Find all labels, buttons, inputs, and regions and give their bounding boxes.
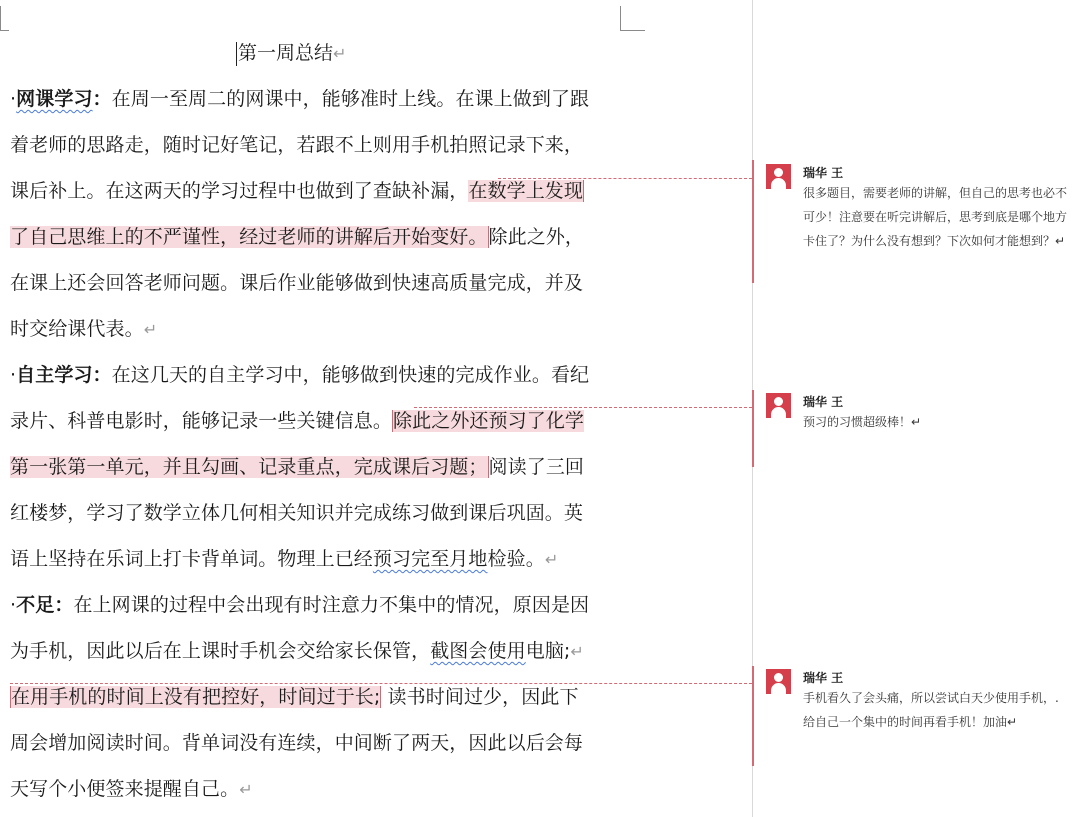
user-avatar-icon: [766, 669, 791, 694]
text-run: 着老师的思路走，随时记好笔记，若跟不上则用手机拍照记录下来，: [10, 134, 584, 156]
commented-text-highlight[interactable]: 在数学上发现: [468, 180, 584, 202]
margin-corner-mark: [0, 6, 9, 31]
comment-text-line: 卡住了？为什么没有想到？下次如何才能想到？↵: [803, 234, 1066, 248]
text-run: 在上网课的过程中会出现有时注意力不集中的情况，原因是因: [73, 594, 590, 616]
spellcheck-underlined-text: 截图会使用: [430, 640, 526, 662]
paragraph-mark: ↵: [239, 780, 253, 799]
text-run: 电脑;: [525, 640, 571, 662]
text-run: 阅读了三回: [488, 456, 585, 478]
text-run: ·: [10, 88, 17, 110]
text-cursor: [236, 42, 237, 66]
comment-text[interactable]: [803, 181, 1067, 253]
document-line[interactable]: [10, 774, 253, 804]
comment-text-line: 预习的习惯超级棒！↵: [803, 415, 922, 429]
spellcheck-underlined-text: 预习完至月地: [372, 548, 488, 570]
comment-indicator-bar: [752, 160, 754, 283]
text-run: 不足：: [16, 594, 74, 616]
document-line[interactable]: [10, 728, 583, 758]
document-line[interactable]: [10, 176, 584, 206]
comment-text-line: 给自己一个集中的时间再看手机！加油↵: [803, 715, 1018, 729]
text-run: 在课上还会回答老师问题。课后作业能够做到快速高质量完成，并及: [10, 272, 584, 294]
paragraph-mark: ↵: [570, 642, 584, 661]
text-run: 天写个小便签来提醒自己。: [10, 778, 240, 800]
document-line[interactable]: [10, 84, 589, 114]
user-avatar-icon: [766, 164, 791, 189]
document-line[interactable]: [10, 268, 583, 298]
comment-leader-line: [10, 683, 752, 684]
document-line[interactable]: [10, 498, 583, 528]
comment-card[interactable]: [766, 164, 1088, 260]
commented-text-highlight[interactable]: 在用手机的时间上没有把控好，时间过于长;: [11, 686, 381, 708]
document-line[interactable]: [10, 360, 589, 390]
text-run: 在这几天的自主学习中，能够做到快速的完成作业。看纪: [111, 364, 590, 386]
comment-text[interactable]: [803, 410, 921, 434]
text-run: 录片、科普电影时，能够记录一些关键信息。: [10, 410, 393, 432]
document-line[interactable]: [10, 222, 584, 252]
document-title[interactable]: 第一周总结↵: [238, 42, 347, 64]
paragraph-mark: ↵: [143, 320, 158, 339]
document-line[interactable]: [10, 544, 558, 574]
document-line[interactable]: [10, 636, 584, 666]
text-run: 课后补上。在这两天的学习过程中也做到了查缺补漏，: [10, 180, 469, 202]
comment-indicator-bar: [752, 390, 754, 467]
comment-text-line: 很多题目，需要老师的讲解，但自己的思考也必不: [803, 186, 1068, 200]
user-avatar-icon: [766, 393, 791, 418]
commented-text-highlight[interactable]: 了自己思维上的不严谨性，经过老师的讲解后开始变好。: [10, 226, 488, 248]
avatar-head-shape: [774, 168, 783, 177]
document-line[interactable]: [10, 590, 589, 620]
commented-text-highlight[interactable]: 第一张第一单元，并且勾画、记录重点，完成课后习题；: [10, 456, 488, 478]
text-run: 除此之外，: [488, 226, 585, 248]
comment-text-line: 可少！注意要在听完讲解后，思考到底是哪个地方: [803, 210, 1068, 224]
text-run: 读书时间过少，因此下: [381, 686, 579, 708]
avatar-shoulders-shape: [771, 683, 786, 694]
text-run: 语上坚持在乐词上打卡背单词。物理上已经: [10, 548, 373, 570]
comment-author: 瑞华 王: [803, 166, 844, 180]
avatar-head-shape: [774, 397, 783, 406]
document-line[interactable]: [10, 130, 583, 160]
margin-corner-mark: [620, 6, 645, 31]
text-run: 周会增加阅读时间。背单词没有连续，中间断了两天，因此以后会每: [10, 732, 584, 754]
text-run: 检验。: [487, 548, 545, 570]
comment-leader-line: [498, 178, 752, 179]
avatar-head-shape: [774, 673, 783, 682]
commented-text-highlight[interactable]: 除此之外还预习了化学: [393, 410, 585, 432]
comment-card[interactable]: [766, 393, 1088, 441]
comment-indicator-bar: [752, 666, 754, 766]
paragraph-mark: ↵: [544, 550, 559, 569]
document-line[interactable]: [10, 406, 584, 436]
comment-text-line: 手机看久了会头痛，所以尝试白天少使用手机，.: [803, 691, 1059, 705]
text-run: 为手机，因此以后在上课时手机会交给家长保管，: [10, 640, 431, 662]
comment-card[interactable]: [766, 669, 1088, 741]
spellcheck-underlined-text: 网课学习: [16, 88, 93, 110]
text-run: 在周一至周二的网课中，能够准时上线。在课上做到了跟: [111, 88, 590, 110]
comment-author: 瑞华 王: [803, 395, 844, 409]
comment-leader-line: [414, 407, 752, 408]
text-run: 红楼梦，学习了数学立体几何相关知识并完成练习做到课后巩固。英: [10, 502, 584, 524]
text-run: 自主学习：: [16, 364, 112, 386]
paragraph-mark: ↵: [333, 44, 347, 63]
text-run: ：: [92, 88, 112, 110]
document-line[interactable]: [10, 682, 579, 712]
document-line[interactable]: [10, 314, 157, 344]
avatar-shoulders-shape: [771, 178, 786, 189]
text-run: 时交给课代表。: [10, 318, 144, 340]
text-run: ·: [10, 364, 17, 386]
comment-text[interactable]: [803, 686, 1059, 734]
comment-author: 瑞华 王: [803, 671, 844, 685]
text-run: ·: [10, 594, 17, 616]
document-line[interactable]: [10, 452, 584, 482]
avatar-shoulders-shape: [771, 407, 786, 418]
